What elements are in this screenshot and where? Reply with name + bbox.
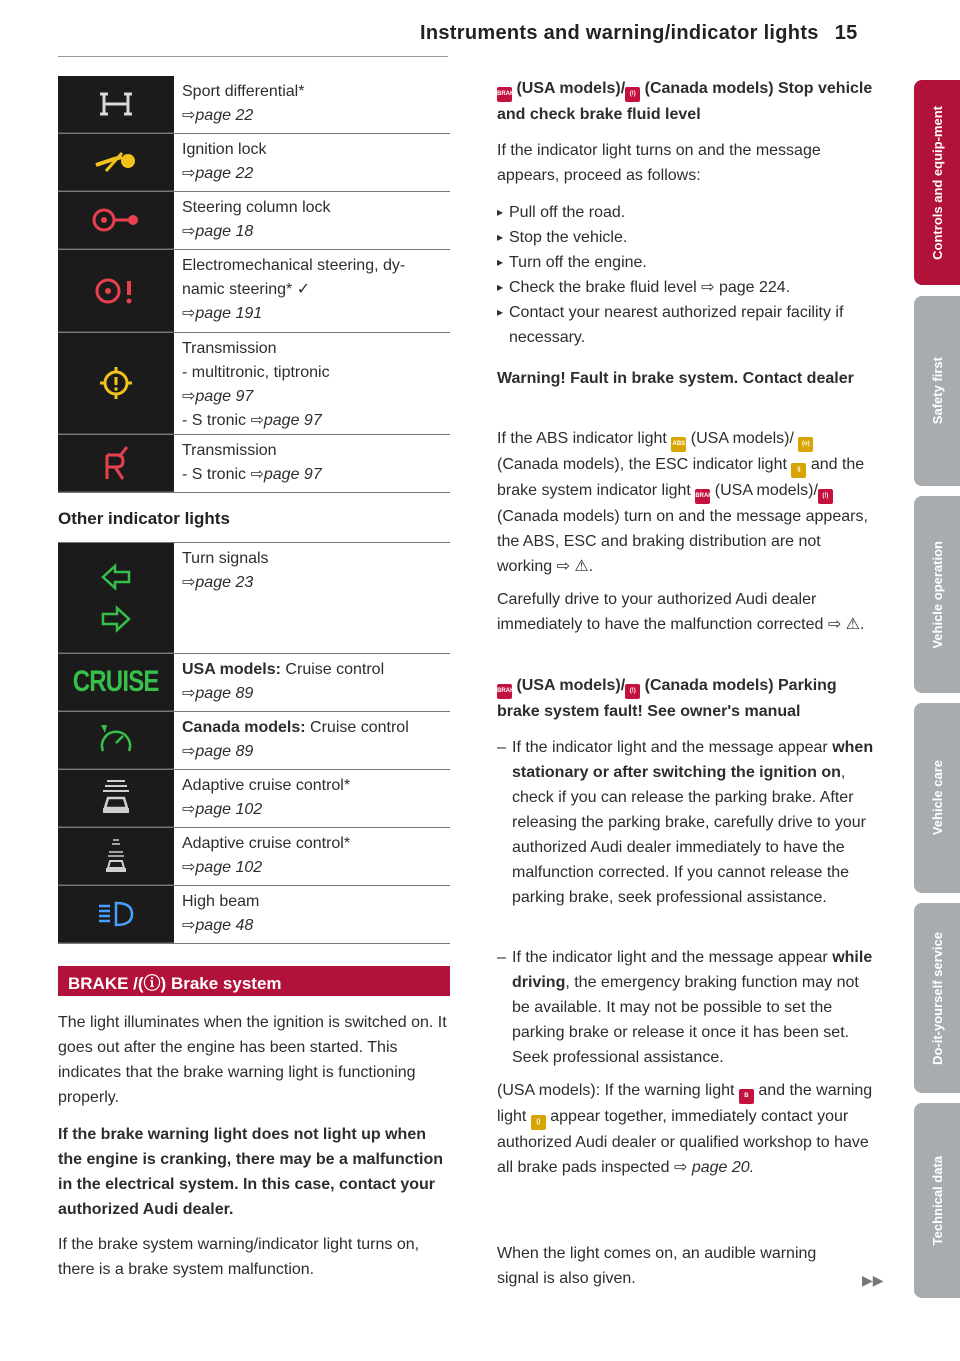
table-row: [58, 134, 450, 192]
cruise-text-icon: [58, 654, 174, 711]
page-ref-link[interactable]: page 191: [195, 305, 263, 322]
page-ref-link[interactable]: page 97: [195, 388, 254, 405]
xref-arrow: ⇨: [250, 466, 264, 483]
brake-paragraph-1: The light illuminates when the ignition is switched on. It goes out after the engine has been started. This indicates that the brake warning light is functioning properly.: [58, 1014, 447, 1106]
brake-indicator-icon: BRAKE: [695, 489, 710, 504]
text: If the indicator light and the message appear: [512, 949, 833, 966]
table-row: [58, 435, 450, 493]
ignition-lock-icon: [58, 134, 174, 191]
brake-indicator-icon: B: [739, 1089, 754, 1104]
text: appear together, immediately contact your authorized Audi dealer or qualified workshop to have all brake pads inspected: [497, 1108, 869, 1176]
row-label: Ignition lock: [182, 141, 267, 158]
text: (USA models)/: [686, 430, 799, 447]
brake-pad-indicator-icon: (): [531, 1115, 546, 1130]
row-label-bold: Canada models:: [182, 719, 306, 736]
row-label: Steering column lock: [182, 199, 331, 216]
heading-text: (USA models)/: [512, 80, 626, 97]
xref-arrow: ⇨: [182, 743, 196, 760]
list-item: ▸ Pull off the road.: [497, 200, 867, 225]
cruise-control-icon: [58, 712, 174, 769]
side-tab-controls[interactable]: [914, 80, 960, 285]
row-label: Turn signals: [182, 550, 269, 567]
table-row: [58, 76, 450, 134]
table-row: [58, 712, 450, 770]
text-bold: while driving: [512, 949, 873, 991]
xref-arrow: ⇨: [182, 685, 196, 702]
steps-list: [497, 200, 867, 350]
row-label: Adaptive cruise control*: [182, 777, 351, 794]
text: and the brake system indicator light: [497, 456, 865, 499]
row-label: Sport differential*: [182, 83, 305, 100]
page-ref-link[interactable]: page 102: [195, 801, 263, 818]
right-paragraph-4: [497, 1078, 877, 1180]
adaptive-cruise-control-small-icon: [58, 828, 174, 885]
side-tab-label: Technical data: [929, 1155, 945, 1246]
page-ref-link[interactable]: page 48: [195, 917, 254, 934]
abs-indicator-icon: ABS: [671, 437, 686, 452]
row-label: High beam: [182, 893, 260, 910]
list-item: ▸ Check the brake fluid level ⇨ page 224.: [497, 275, 867, 300]
xref-arrow: ⇨: [182, 223, 196, 240]
esc-indicator-icon: §: [791, 463, 806, 478]
side-tab-vehicle-care[interactable]: [914, 703, 960, 893]
brake-circle-indicator-icon: (!): [818, 489, 833, 504]
text: (USA models)/: [710, 482, 818, 499]
brake-circle-indicator-icon: (!): [625, 684, 640, 699]
row-label-bold: USA models:: [182, 661, 281, 678]
electromechanical-steering-icon: [58, 250, 174, 332]
table-row: [58, 192, 450, 250]
xref-arrow: ⇨: [182, 917, 196, 934]
side-tab-safety[interactable]: [914, 296, 960, 486]
side-tab-label: Vehicle operation: [929, 540, 945, 649]
text: and the warning light: [497, 1082, 873, 1125]
page-ref-link[interactable]: page 89: [195, 685, 254, 702]
page-ref-link[interactable]: page 23: [195, 574, 254, 591]
heading-text: (USA models)/: [512, 677, 626, 694]
row-label: Cruise control: [305, 719, 409, 736]
table-row: [58, 333, 450, 435]
row-label: Transmission: [182, 340, 277, 357]
page-number: 15: [834, 22, 858, 44]
right-heading-3: [497, 673, 877, 724]
side-tab-technical-data[interactable]: [914, 1103, 960, 1298]
header-title: Instruments and warning/indicator lights: [420, 22, 819, 44]
dash-item-2: – If the indicator light and the message appear while driving, the emergency braking function may not be available. It may not be possible to set the parking brake or release it once it has been set. Seek professional assistance.: [497, 949, 873, 1066]
side-tab-label: Vehicle care: [929, 760, 945, 836]
next-page-arrow-icon[interactable]: ▶▶: [862, 1272, 884, 1288]
indicator-table-bottom: [58, 542, 450, 944]
brake-paragraph-3: If the brake system warning/indicator light turns on, there is a brake system malfunction.: [58, 1236, 420, 1278]
side-tab-vehicle-operation[interactable]: [914, 496, 960, 693]
xref-arrow: ⇨: [182, 574, 196, 591]
row-sublabel: - multitronic, tiptronic: [182, 364, 330, 381]
row-label: Cruise control: [280, 661, 385, 678]
page-ref-link[interactable]: ⇨ page 20.: [674, 1159, 755, 1176]
page-ref-link[interactable]: page 89: [195, 743, 254, 760]
table-row: [58, 250, 450, 333]
xref-arrow: ⇨: [182, 859, 196, 876]
table-row: [58, 770, 450, 828]
transmission-s-tronic-icon: [58, 435, 174, 492]
dash-item-1: – If the indicator light and the message appear when stationary or after switching the ignition on, check if you can release the parking brake. After releasing the parking brake, carefully drive to your authorized Audi dealer immediately to have the malfunction corrected. If you cannot release the parking brake, seek professional assistance.: [497, 739, 874, 906]
text: (Canada models), the ESC indicator light: [497, 456, 792, 473]
list-item: ▸ Stop the vehicle.: [497, 225, 867, 250]
right-paragraph-5: When the light comes on, an audible warning signal is also given.: [497, 1245, 817, 1287]
row-sublabel: - S tronic: [182, 412, 251, 429]
side-tab-label: Controls and equip-ment: [929, 105, 945, 260]
text-bold: when stationary or after switching the ignition on: [512, 739, 874, 781]
xref-arrow: ⇨: [182, 305, 196, 322]
page-header: [420, 22, 858, 45]
turn-signals-icon: [58, 543, 174, 653]
abs-canada-indicator-icon: (o): [798, 437, 813, 452]
page-ref-link[interactable]: page 97: [263, 412, 322, 429]
xref-arrow: ⇨: [182, 801, 196, 818]
xref-arrow: ⇨: [182, 107, 196, 124]
high-beam-icon: [58, 886, 174, 943]
page-ref-link[interactable]: page 18: [195, 223, 254, 240]
heading-text: (Canada models) Stop vehicle and check brake fluid level: [497, 80, 873, 123]
table-row: [58, 543, 450, 654]
brake-circle-indicator-icon: (!): [625, 87, 640, 102]
text: (USA models): If the warning light: [497, 1082, 739, 1099]
row-label-cont: namic steering* ✓: [182, 281, 311, 298]
table-row: [58, 828, 450, 886]
header-rule: [58, 56, 448, 57]
brake-section-title: BRAKE /(ⓘ) Brake system: [58, 966, 450, 996]
text: If the indicator light and the message appear: [512, 739, 833, 756]
page-ref-link[interactable]: page 22: [195, 107, 254, 124]
transmission-icon: [58, 333, 174, 434]
row-sublabel: - S tronic: [182, 466, 251, 483]
heading-text: (Canada models) Parking brake system fault! See owner's manual: [497, 677, 837, 720]
section-heading: Other indicator lights: [58, 509, 230, 528]
page-ref-link[interactable]: page 102: [195, 859, 263, 876]
page-ref-link[interactable]: page 22: [195, 165, 254, 182]
text: (Canada models) turn on and the message appears, the ABS, ESC and braking distribution are not working ⇨ ⚠.: [497, 508, 868, 575]
xref-arrow: ⇨: [182, 388, 196, 405]
text: If the ABS indicator light: [497, 430, 672, 447]
xref-arrow: ⇨: [182, 165, 196, 182]
list-item: ▸ Turn off the engine.: [497, 250, 867, 275]
side-tab-label: Do-it-yourself service: [929, 931, 945, 1065]
xref-arrow: ⇨: [250, 412, 264, 429]
brake-paragraph-2: If the brake warning light does not light up when the engine is cranking, there may be a malfunction in the electrical system. In this case, contact your authorized Audi dealer.: [58, 1126, 443, 1218]
right-heading-2: Warning! Fault in brake system. Contact dealer: [497, 370, 854, 387]
side-tab-diy-service[interactable]: [914, 903, 960, 1093]
row-label: Electromechanical steering, dy-: [182, 257, 406, 274]
right-paragraph-3: Carefully drive to your authorized Audi dealer immediately to have the malfunction corrected ⇨ ⚠.: [497, 591, 865, 633]
right-heading-1: [497, 76, 877, 127]
brake-indicator-icon: BRAKE: [497, 684, 512, 699]
indicator-table-top: [58, 76, 450, 493]
right-paragraph-2: [497, 426, 877, 579]
table-row: [58, 654, 450, 712]
sport-differential-icon: [58, 76, 174, 133]
brake-indicator-icon: BRAKE: [497, 87, 512, 102]
steering-column-lock-icon: [58, 192, 174, 249]
text: , the emergency braking function may not be available. It may not be possible to set the parking brake or release it once it has been set. Seek professional assistance.: [512, 974, 859, 1066]
side-tab-label: Safety first: [929, 357, 945, 425]
row-label: Adaptive cruise control*: [182, 835, 351, 852]
right-paragraph-1: If the indicator light turns on and the message appears, proceed as follows:: [497, 142, 821, 184]
text: , check if you can release the parking brake. After releasing the parking brake, carefully drive to your authorized Audi dealer immediately to have the malfunction corrected. If you cannot release the parking brake, seek professional assistance.: [512, 764, 866, 906]
list-item: ▸ Contact your nearest authorized repair facility if necessary.: [497, 300, 867, 350]
table-row: [58, 886, 450, 944]
page-ref-link[interactable]: page 97: [263, 466, 322, 483]
adaptive-cruise-control-icon: [58, 770, 174, 827]
cruise-icon-text: CRUISE: [73, 665, 159, 698]
row-label: Transmission: [182, 442, 277, 459]
